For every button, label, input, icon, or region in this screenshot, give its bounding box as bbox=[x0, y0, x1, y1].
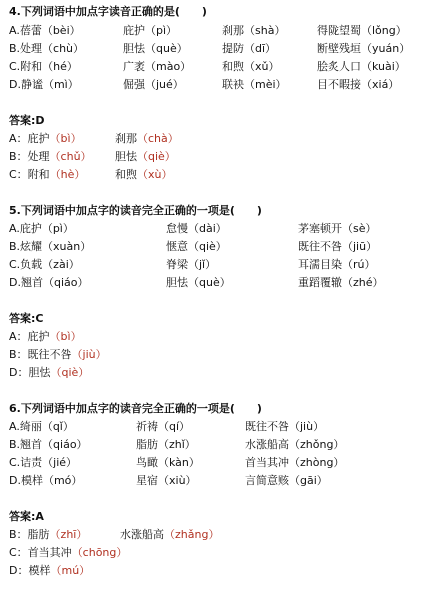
answer-word: 首当其冲 bbox=[27, 546, 72, 559]
answer-pinyin: （jiù） bbox=[71, 348, 107, 361]
q4-title: 4.下列词语中加点字读音正确的是( ) bbox=[9, 5, 207, 18]
answer-word: 和煦 bbox=[115, 168, 137, 181]
q6-answer-b-2 bbox=[120, 528, 219, 542]
q6-option-d-3: 言简意赅（gāi） bbox=[245, 474, 328, 487]
answer-prefix: B： bbox=[9, 150, 28, 163]
q5-option-d-3: 重蹈覆辙（zhé） bbox=[298, 276, 384, 289]
q4-option-a-2: 庇护（pì） bbox=[123, 24, 178, 37]
q6-option-a-1: A.绮丽（qǐ） bbox=[9, 420, 74, 433]
q6-option-a-3: 既往不咎（jiù） bbox=[245, 420, 325, 433]
answer-pinyin: （qiè） bbox=[50, 366, 90, 379]
q4-option-c-1: C.附和（hé） bbox=[9, 60, 78, 73]
q5-option-a-1: A.庇护（pì） bbox=[9, 222, 74, 235]
answer-word: 模样 bbox=[28, 564, 51, 577]
q4-answer-a-2 bbox=[115, 132, 179, 146]
q5-option-b-2: 惬意（qiè） bbox=[166, 240, 227, 253]
q4-option-d-1: D.静谧（mì） bbox=[9, 78, 79, 91]
q4-answer-b-2 bbox=[115, 150, 176, 164]
answer-pinyin: （mú） bbox=[50, 564, 91, 577]
q4-option-b-1: B.处理（chù） bbox=[9, 42, 85, 55]
q5-answer-label: 答案:C bbox=[9, 312, 44, 325]
answer-prefix: D： bbox=[9, 564, 29, 577]
q6-title: 6.下列词语中加点字的读音完全正确的一项是( ) bbox=[9, 402, 262, 415]
answer-word: 庇护 bbox=[27, 330, 50, 343]
q4-option-b-3: 提防（dī） bbox=[222, 42, 277, 55]
q6-option-b-1: B.翘首（qiáo） bbox=[9, 438, 88, 451]
q6-answer-c bbox=[9, 546, 127, 560]
answer-word: 水涨船高 bbox=[120, 528, 164, 541]
q6-option-d-1: D.模样（mó） bbox=[9, 474, 83, 487]
q5-option-b-3: 既往不咎（jiū） bbox=[298, 240, 378, 253]
answer-prefix: D： bbox=[9, 366, 29, 379]
answer-pinyin: （qiè） bbox=[137, 150, 176, 163]
q6-option-b-3: 水涨船高（zhǒng） bbox=[245, 438, 345, 451]
answer-pinyin: （chōng） bbox=[71, 546, 128, 559]
answer-prefix: C： bbox=[9, 168, 28, 181]
q4-answer-c bbox=[9, 168, 85, 182]
q4-option-c-2: 广袤（mào） bbox=[123, 60, 192, 73]
q6-option-c-3: 首当其冲（zhòng） bbox=[245, 456, 345, 469]
answer-word: 庇护 bbox=[27, 132, 50, 145]
q4-option-a-4: 得陇望蜀（lǒng） bbox=[317, 24, 407, 37]
q6-option-a-2: 祈祷（qí） bbox=[136, 420, 191, 433]
q5-option-a-3: 茅塞顿开（sè） bbox=[298, 222, 377, 235]
answer-word: 胆怯 bbox=[115, 150, 137, 163]
q5-option-d-1: D.翘首（qiáo） bbox=[9, 276, 89, 289]
q4-answer-label: 答案:D bbox=[9, 114, 45, 127]
answer-pinyin: （xù） bbox=[137, 168, 173, 181]
answer-prefix: B： bbox=[9, 348, 28, 361]
answer-word: 胆怯 bbox=[28, 366, 51, 379]
q5-option-c-2: 脊梁（jǐ） bbox=[166, 258, 217, 271]
q6-option-c-1: C.诘责（jié） bbox=[9, 456, 78, 469]
answer-word: 附和 bbox=[27, 168, 50, 181]
q6-answer-b bbox=[9, 528, 87, 542]
q5-answer-b bbox=[9, 348, 107, 362]
q5-title: 5.下列词语中加点字的读音完全正确的一项是( ) bbox=[9, 204, 262, 217]
answer-prefix: C： bbox=[9, 546, 28, 559]
answer-word: 处理 bbox=[27, 150, 50, 163]
answer-pinyin: （bì） bbox=[49, 330, 82, 343]
q4-option-d-3: 联袂（mèi） bbox=[222, 78, 287, 91]
answer-pinyin: （chǔ） bbox=[49, 150, 92, 163]
q6-option-c-2: 鸟瞰（kàn） bbox=[136, 456, 200, 469]
answer-pinyin: （bì） bbox=[49, 132, 82, 145]
q6-answer-d bbox=[9, 564, 90, 578]
q5-option-c-3: 耳濡目染（rú） bbox=[298, 258, 376, 271]
q4-option-b-4: 断壁残垣（yuán） bbox=[317, 42, 411, 55]
q5-answer-a bbox=[9, 330, 82, 344]
q5-option-a-2: 怠慢（dài） bbox=[166, 222, 227, 235]
answer-pinyin: （zhǎng） bbox=[164, 528, 220, 541]
q4-option-b-2: 胆怯（què） bbox=[123, 42, 188, 55]
answer-prefix: A： bbox=[9, 132, 28, 145]
q5-answer-d bbox=[9, 366, 89, 380]
q6-option-b-2: 脂肪（zhǐ） bbox=[136, 438, 196, 451]
q4-answer-c-2 bbox=[115, 168, 172, 182]
answer-word: 脂肪 bbox=[27, 528, 50, 541]
q5-option-c-1: C.负载（zài） bbox=[9, 258, 80, 271]
q4-option-d-4: 目不暇接（xiá） bbox=[317, 78, 400, 91]
answer-word: 刹那 bbox=[115, 132, 137, 145]
answer-word: 既往不咎 bbox=[27, 348, 72, 361]
q4-option-a-1: A.蓓蕾（bèi） bbox=[9, 24, 81, 37]
q6-answer-label: 答案:A bbox=[9, 510, 44, 523]
q4-option-c-4: 脍炙人口（kuài） bbox=[317, 60, 406, 73]
q5-option-b-1: B.炫耀（xuàn） bbox=[9, 240, 92, 253]
q6-option-d-2: 星宿（xiù） bbox=[136, 474, 197, 487]
answer-pinyin: （chà） bbox=[137, 132, 179, 145]
q4-option-c-3: 和煦（xǔ） bbox=[222, 60, 280, 73]
answer-pinyin: （hè） bbox=[49, 168, 86, 181]
q4-answer-b bbox=[9, 150, 92, 164]
answer-prefix: B： bbox=[9, 528, 28, 541]
q4-option-a-3: 刹那（shà） bbox=[222, 24, 286, 37]
q5-option-d-2: 胆怯（què） bbox=[166, 276, 231, 289]
answer-prefix: A： bbox=[9, 330, 28, 343]
q4-answer-a bbox=[9, 132, 82, 146]
q4-option-d-2: 倔强（jué） bbox=[123, 78, 184, 91]
answer-pinyin: （zhī） bbox=[49, 528, 88, 541]
